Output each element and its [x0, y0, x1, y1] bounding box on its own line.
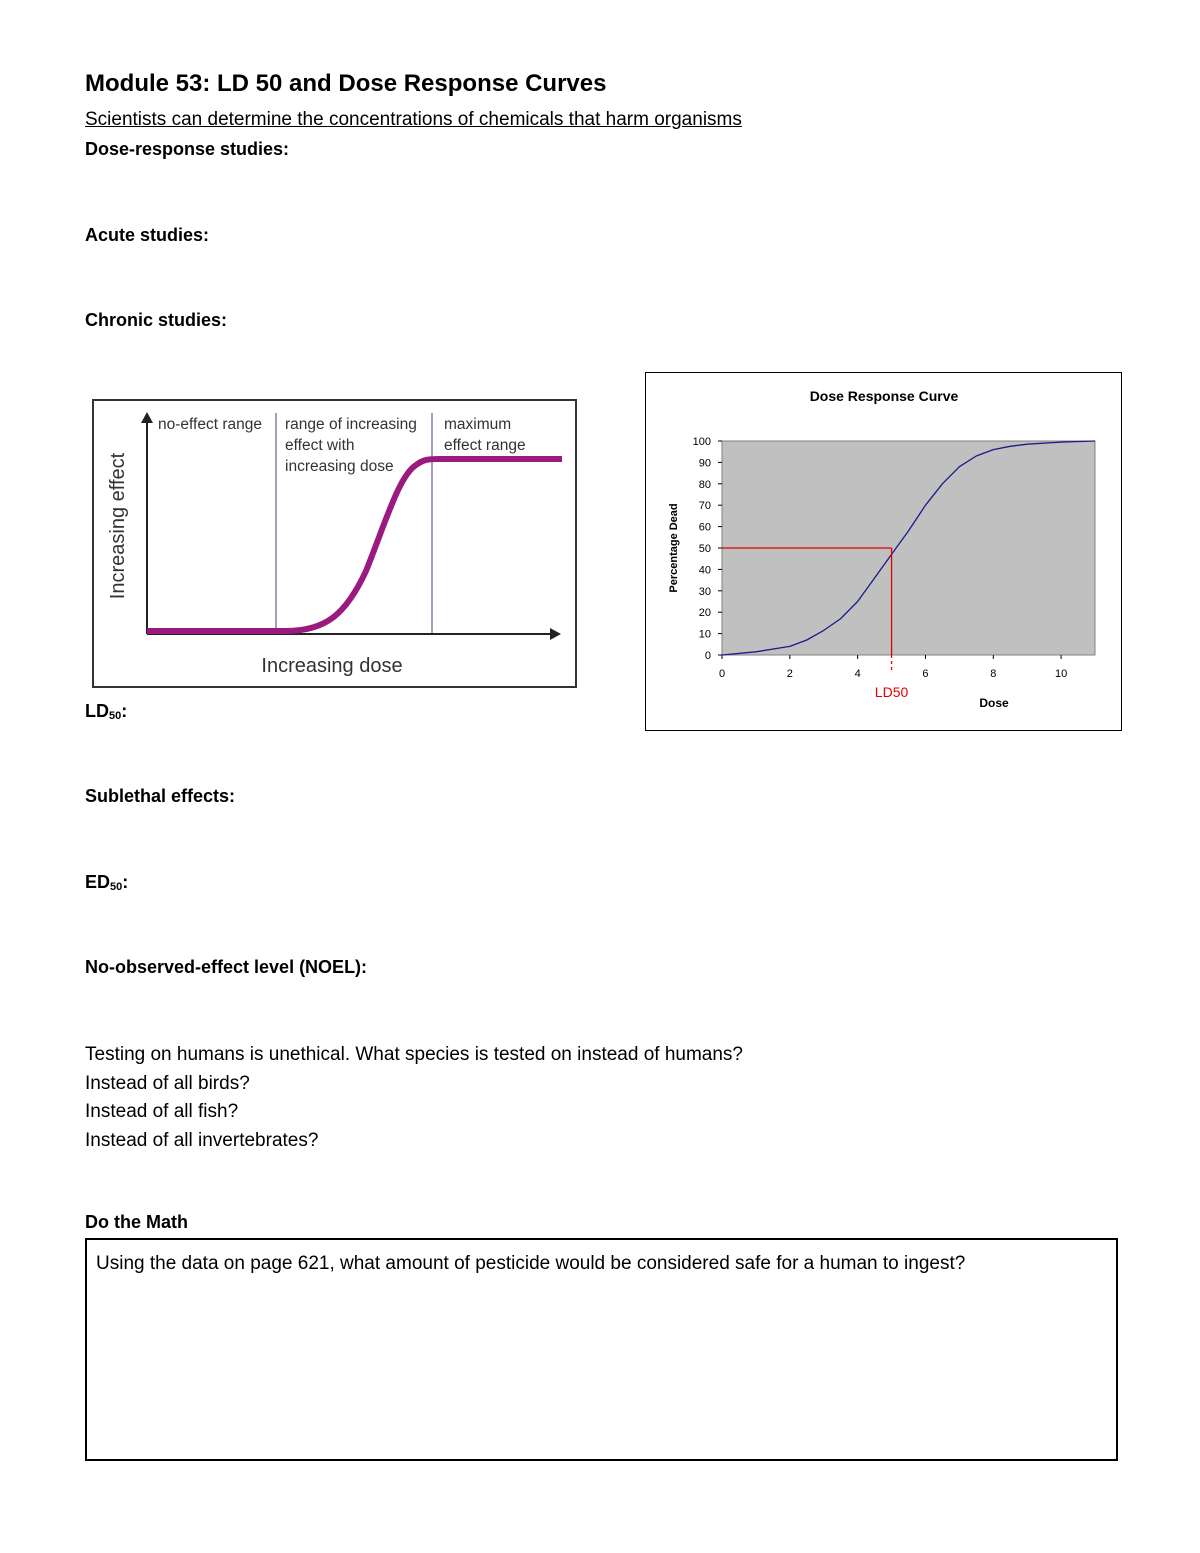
y-tick-label: 60: [698, 521, 711, 534]
term-ed50-main: ED: [85, 872, 111, 892]
y-tick-label: 10: [698, 628, 711, 641]
math-answer-box[interactable]: [85, 1238, 1118, 1461]
term-dose-response: Dose-response studies:: [85, 139, 290, 159]
effect-curve-chart: [94, 401, 575, 686]
term-ld50-sub: 50: [109, 710, 122, 722]
math-heading: Do the Math: [85, 1212, 188, 1232]
region-label-2-line-1: effect range: [444, 437, 526, 454]
questions-block: [85, 1041, 743, 1155]
effect-curve-figure: [92, 399, 577, 688]
term-ed50-colon: :: [122, 872, 129, 892]
question-humans: Testing on humans is unethical. What species is tested on instead of humans?: [85, 1044, 743, 1065]
term-chronic: Chronic studies:: [85, 310, 228, 330]
term-acute: Acute studies:: [85, 225, 210, 245]
math-question: Using the data on page 621, what amount of pesticide would be considered safe for a human to ingest?: [96, 1253, 966, 1274]
y-tick-label: 0: [704, 650, 711, 662]
x-tick-label: 2: [786, 668, 793, 680]
y-tick-label: 30: [698, 585, 711, 598]
y-axis-label: Increasing effect: [107, 452, 129, 600]
chart-title: Dose Response Curve: [809, 388, 959, 404]
y-tick-label: 40: [698, 564, 711, 577]
term-ed50: [85, 872, 128, 893]
x-tick-label: 0: [718, 668, 726, 680]
x-tick-label: 10: [1054, 668, 1068, 680]
y-axis-arrow: [141, 412, 153, 423]
ld50-label: LD50: [874, 684, 909, 700]
y-tick-label: 90: [698, 457, 711, 470]
y-tick-label: 50: [698, 543, 711, 555]
x-tick-label: 8: [990, 668, 997, 680]
y-tick-label: 20: [698, 607, 711, 620]
term-ld50: [85, 701, 127, 722]
y-tick-label: 70: [698, 500, 711, 513]
question-birds: Instead of all birds?: [85, 1072, 250, 1094]
question-invertebrates: Instead of all invertebrates?: [85, 1129, 319, 1151]
y-tick-label: 80: [698, 478, 711, 491]
page-subtitle: Scientists can determine the concentrations of chemicals that harm organisms: [85, 109, 742, 130]
x-tick-label: 6: [922, 668, 929, 680]
x-axis-label: Dose: [979, 696, 1009, 710]
effect-curve-line: [147, 459, 562, 631]
page-title: Module 53: LD 50 and Dose Response Curves: [85, 70, 607, 97]
region-label-0-line-0: no-effect range: [158, 416, 262, 433]
x-tick-label: 4: [854, 668, 861, 680]
term-sublethal: Sublethal effects:: [85, 786, 236, 806]
x-axis-label: Increasing dose: [261, 655, 403, 677]
dose-response-figure: [645, 372, 1122, 731]
x-axis-arrow: [550, 628, 561, 640]
y-tick-label: 100: [692, 436, 711, 448]
dose-response-chart: [646, 373, 1121, 730]
region-label-1-line-1: effect with: [285, 437, 355, 454]
term-ld50-colon: :: [121, 701, 128, 721]
region-label-2-line-0: maximum: [444, 416, 512, 433]
region-label-1-line-2: increasing dose: [285, 458, 394, 475]
term-ed50-sub: 50: [110, 881, 123, 893]
region-label-1-line-0: range of increasing: [285, 416, 417, 433]
question-fish: Instead of all fish?: [85, 1101, 239, 1122]
y-axis-label: Percentage Dead: [668, 503, 680, 593]
term-ld50-main: LD: [85, 701, 109, 721]
term-noel: No-observed-effect level (NOEL):: [85, 957, 368, 977]
